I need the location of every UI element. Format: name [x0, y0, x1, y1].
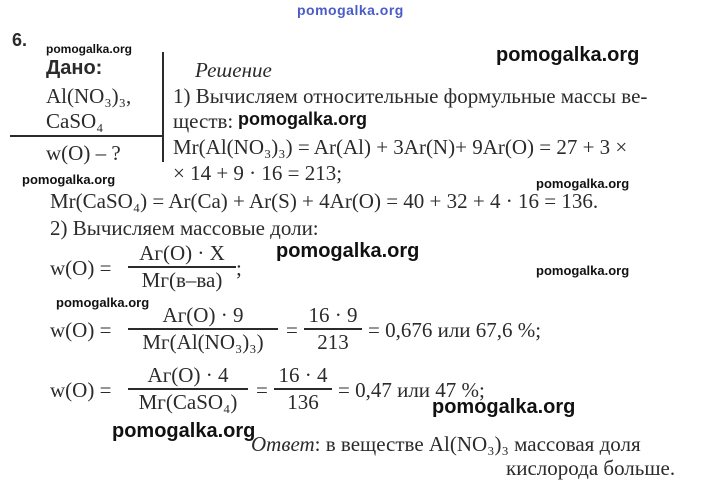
formula-fraction — [128, 242, 236, 291]
calc2-numeric-fraction — [274, 364, 332, 413]
answer-label: Ответ — [251, 432, 315, 456]
step1-line2: ществ: — [173, 109, 234, 133]
given-divider — [10, 135, 162, 137]
watermark-large: pomogalka.org — [432, 396, 576, 418]
calc1-numerator: Aг(O) · 9 — [162, 303, 244, 327]
formula-lhs: w(O) = — [50, 256, 112, 280]
watermark-large: pomogalka.org — [496, 44, 640, 66]
find-quantity: w(O) – ? — [46, 141, 121, 165]
watermark-small: pomogalka.org — [22, 172, 116, 187]
mr-al-nitrate-line2: × 14 + 9 · 16 = 213; — [173, 161, 343, 185]
given-label: Дано: — [46, 57, 103, 79]
watermark-large: pomogalka.org — [112, 420, 256, 442]
answer-text-1: : в веществе Al(NO₃)₃ массовая доля — [314, 432, 641, 456]
formula-denominator: Mг(в–ва) — [141, 267, 223, 292]
answer-line1 — [251, 432, 641, 457]
mr-calcium-sulfate: Mr(CaSO₄) = Ar(Ca) + Ar(S) + 4Ar(O) = 40 + 32 + 4 · 16 = 136. — [50, 189, 599, 213]
calc2-numeric-denominator: 136 — [287, 389, 319, 414]
mr-al-nitrate-line1: Mr(Al(NO₃)₃) = Ar(Al) + 3Ar(N)+ 9Ar(O) = 27 + 3 × — [173, 135, 628, 159]
calc2-numeric-numerator: 16 · 4 — [278, 363, 328, 387]
answer-line2: кислорода больше. — [506, 456, 676, 480]
calc1-fraction — [128, 304, 278, 353]
calc2-denominator: Mг(CaSO₄) — [138, 389, 238, 414]
calc1-numeric-fraction — [304, 304, 362, 353]
calc1-lhs: w(O) = — [50, 318, 112, 342]
watermark-large: pomogalka.org — [276, 240, 420, 262]
watermark-small: pomogalka.org — [56, 295, 150, 310]
step2-heading: 2) Вычисляем массовые доли: — [50, 216, 319, 240]
watermark-small: pomogalka.org — [46, 42, 133, 56]
calc2-lhs: w(O) = — [50, 378, 112, 402]
calc1-result: = 0,676 или 67,6 %; — [368, 318, 542, 342]
calc1-numeric-denominator: 213 — [317, 329, 349, 354]
solution-heading: Решение — [195, 58, 272, 82]
calc2-fraction — [128, 364, 248, 413]
calc2-result: = 0,47 или 47 %; — [338, 378, 485, 402]
calc1-equals: = — [286, 318, 298, 342]
given-substance-2: CaSO₄ — [46, 109, 104, 133]
formula-tail: ; — [236, 256, 242, 280]
given-vertical-rule — [162, 52, 164, 162]
watermark-large: pomogalka.org — [238, 109, 368, 129]
watermark-small: pomogalka.org — [536, 176, 630, 191]
given-substance-1: Al(NO₃)₃, — [46, 84, 132, 108]
calc2-equals: = — [256, 378, 268, 402]
formula-numerator: Aг(O) · X — [139, 241, 225, 265]
calc1-denominator: Mг(Al(NO₃)₃) — [142, 329, 264, 354]
calc2-numerator: Aг(O) · 4 — [147, 363, 229, 387]
calc1-numeric-numerator: 16 · 9 — [308, 303, 358, 327]
watermark-top: pomogalka.org — [297, 2, 404, 18]
problem-number: 6. — [12, 30, 28, 50]
watermark-small: pomogalka.org — [536, 263, 630, 278]
step1-line1: 1) Вычисляем относительные формульные массы ве- — [173, 84, 648, 108]
